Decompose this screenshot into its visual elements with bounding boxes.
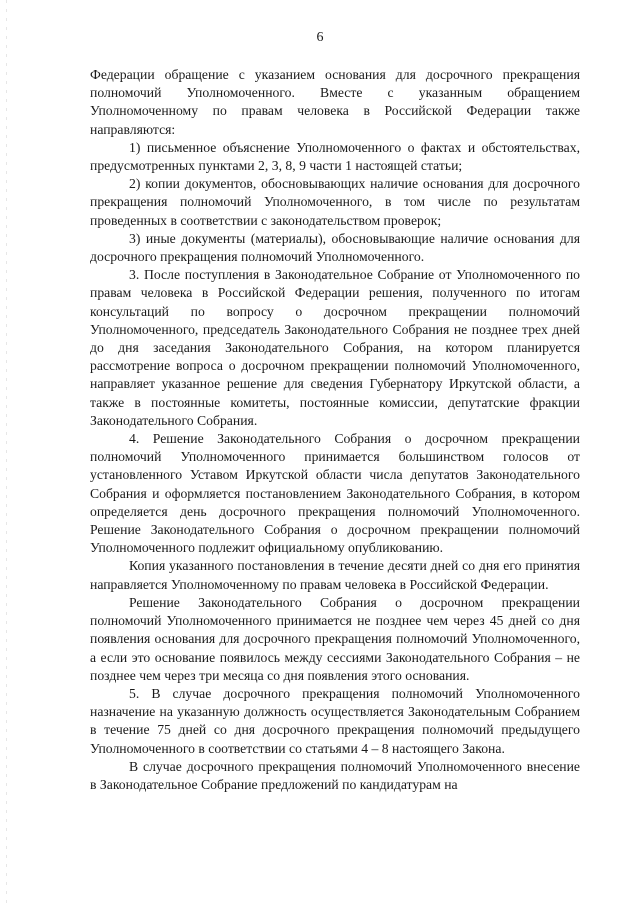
clause-3: 3. После поступления в Законодательное Собрание от Уполномоченного по правам человека в Российской Федерации решения, полученного по итогам консультаций по вопросу о досрочном прекращении полномочий Уполномоченного, председатель Законодательного Собрания не позднее трех дней до дня заседания Законодательного Собрания, на котором планируется рассмотрение вопроса о досрочном прекращении полномочий Уполномоченного, направляет указанное решение для сведения Губернатору Иркутской области, а также в постоянные комитеты, постоянные комиссии, депутатские фракции Законодательного Собрания.	[90, 267, 580, 428]
scan-edge-artifact	[6, 0, 7, 905]
page-number: 6	[316, 30, 324, 45]
list-item-document-copies: 2) копии документов, обосновывающих наличие основания для досрочного прекращения полномочий Уполномоченного, в том числе по результатам проведенных в соответствии с законодательством проверок;	[90, 176, 580, 228]
clause-4: 4. Решение Законодательного Собрания о досрочном прекращении полномочий Уполномоченного принимается большинством голосов от установленного Уставом Иркутской области числа депутатов Законодательного Собрания и оформляется постановлением Законодательного Собрания, в котором определяется день досрочного прекращения полномочий Уполномоченного. Решение Законодательного Собрания о досрочном прекращении полномочий Уполномоченного подлежит официальному опубликованию.	[90, 431, 580, 556]
paragraph-resolution-copy: Копия указанного постановления в течение десяти дней со дня его принятия направляется Уполномоченному по правам человека в Российской Федерации.	[90, 558, 580, 592]
paragraph-continuation: Федерации обращение с указанием основания для досрочного прекращения полномочий Уполномоченного. Вместе с указанным обращением Уполномоченному по правам человека в Российской Федерации также направляются:	[90, 67, 580, 137]
paragraph-candidate-proposals: В случае досрочного прекращения полномочий Уполномоченного внесение в Законодательное Собрание предложений по кандидатурам на	[90, 758, 580, 792]
list-item-explanation: 1) письменное объяснение Уполномоченного о фактах и обстоятельствах, предусмотренных пунктами 2, 3, 8, 9 части 1 настоящей статьи;	[90, 139, 580, 174]
document-body	[90, 66, 580, 794]
clause-5: 5. В случае досрочного прекращения полномочий Уполномоченного назначение на указанную должность осуществляется Законодательным Собранием в течение 75 дней со дня досрочного прекращения полномочий предыдущего Уполномоченного в соответствии со статьями 4 – 8 настоящего Закона.	[90, 685, 580, 756]
list-item-other-documents: 3) иные документы (материалы), обосновывающие наличие основания для досрочного прекращения полномочий Уполномоченного.	[90, 230, 580, 265]
paragraph-decision-deadline: Решение Законодательного Собрания о досрочном прекращении полномочий Уполномоченного принимается не позднее чем через 45 дней со дня появления основания для досрочного прекращения полномочий Уполномоченного, а если это основание появилось между сессиями Законодательного Собрания – не позднее чем через три месяца со дня появления этого основания.	[90, 594, 580, 683]
